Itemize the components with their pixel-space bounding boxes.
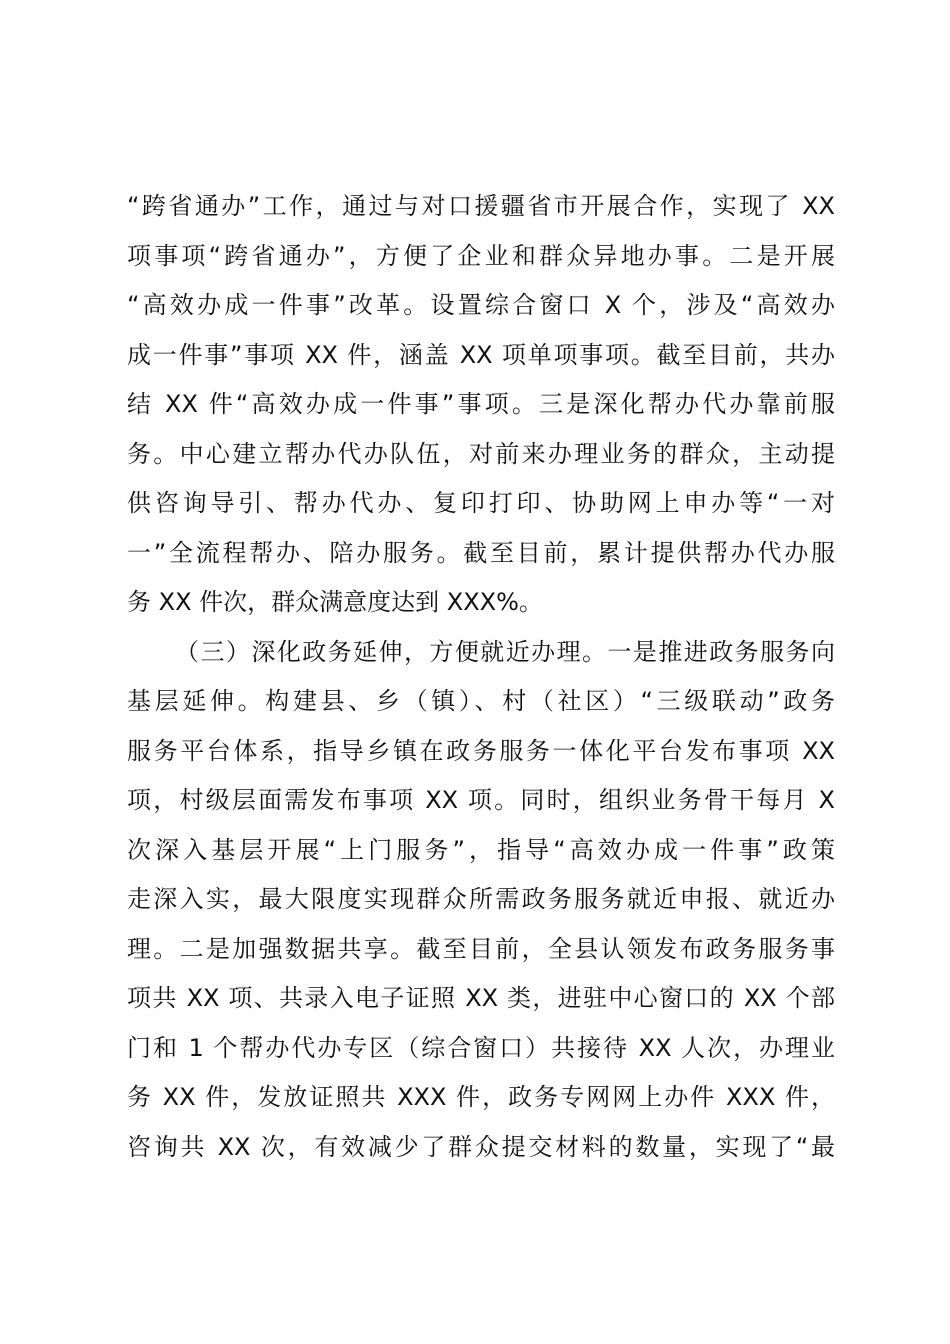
text-line: 务 XX 件，发放证照共 XXX 件，政务专网网上办件 XXX 件， (127, 1083, 835, 1111)
text-line: 项事项“跨省通办”，方便了企业和群众异地办事。二是开展 (127, 241, 835, 270)
text-line: 次深入基层开展“上门服务”，指导“高效办成一件事”政策 (127, 835, 835, 864)
text-line: 服务平台体系，指导乡镇在政务服务一体化平台发布事项 XX (127, 736, 835, 765)
text-line: 走深入实，最大限度实现群众所需政务服务就近申报、就近办 (127, 885, 835, 913)
text-line: 理。二是加强数据共享。截至目前，全县认领发布政务服务事 (127, 934, 835, 963)
paragraph-government-extension (127, 628, 835, 1173)
body-text (127, 182, 835, 1172)
text-line: 一”全流程帮办、陪办服务。截至目前，累计提供帮办代办服 (127, 538, 835, 567)
text-line: 务 XX 件次，群众满意度达到 XXX%。 (127, 588, 543, 616)
paragraph-cross-province-service (127, 182, 835, 628)
text-line: 供咨询导引、帮办代办、复印打印、协助网上申办等“一对 (127, 489, 835, 517)
text-line: 项，村级层面需发布事项 XX 项。同时，组织业务骨干每月 X (127, 786, 835, 814)
text-line: 结 XX 件“高效办成一件事”事项。三是深化帮办代办靠前服 (127, 390, 835, 418)
text-line: 项共 XX 项、共录入电子证照 XX 类，进驻中心窗口的 XX 个部 (127, 984, 835, 1012)
text-line: “跨省通办”工作，通过与对口援疆省市开展合作，实现了 XX (127, 192, 835, 220)
text-line: 咨询共 XX 次，有效减少了群众提交材料的数量，实现了“最 (127, 1132, 835, 1161)
text-line: 基层延伸。构建县、乡（镇）、村（社区）“三级联动”政务 (127, 687, 835, 715)
text-line: 成一件事”事项 XX 件，涵盖 XX 项单项事项。截至目前，共办 (127, 340, 835, 369)
text-line: 务。中心建立帮办代办队伍，对前来办理业务的群众，主动提 (127, 439, 835, 468)
text-line: “高效办成一件事”改革。设置综合窗口 X 个，涉及“高效办 (127, 291, 835, 319)
text-line: 门和 1 个帮办代办专区（综合窗口）共接待 XX 人次，办理业 (127, 1033, 835, 1062)
section-heading-line: （三）深化政务延伸，方便就近办理。一是推进政务服务向 (175, 637, 835, 666)
